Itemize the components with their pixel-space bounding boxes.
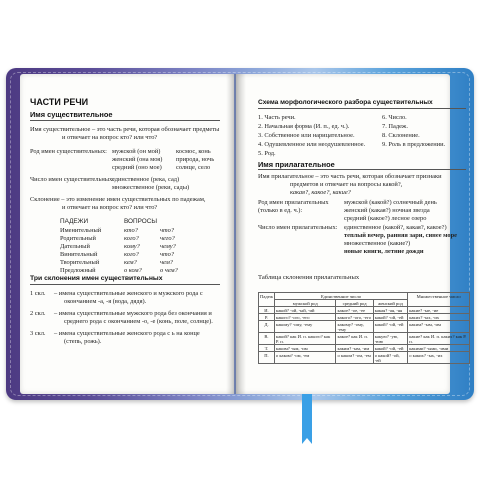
adj-number-label: Число имен прилагательных: [258, 224, 338, 231]
declension-text: окончанием -а, -я (вода, дядя). [64, 298, 147, 305]
table-cell: какими? -ыми, -ими [408, 345, 470, 352]
declension-definition: и отвечает на вопрос кто? или что? [62, 204, 158, 211]
adj-gender-label: Род имен прилагательных [258, 199, 329, 206]
table-cell: какие? как И. п. каких? как Р. п. [408, 333, 470, 345]
table-header-fem: женский род [373, 300, 408, 307]
section-declensions-heading: Три склонения имен существительных [30, 275, 163, 282]
morph-step: 5. Род. [258, 150, 276, 157]
case-question: чему? [160, 243, 176, 250]
table-cell: какой? -ой, -ый, -ий [274, 307, 336, 314]
case-name: Предложный [60, 267, 96, 274]
morph-scheme-title: Схема морфологического разбора существительных [258, 99, 433, 106]
section-noun-heading: Имя существительное [30, 110, 113, 119]
declension-text: – имена существительные женского рода с ь на конце [54, 330, 200, 337]
morph-step: 2. Начальная форма (И. п., ед. ч.). [258, 123, 350, 130]
table-header-singular: Единственное число [274, 293, 407, 300]
table-cell: каким? -ым, -им [408, 321, 470, 333]
case-question: что? [160, 227, 175, 234]
table-case-cell: П. [259, 352, 275, 364]
noun-definition-line: и отвечает на вопрос кто? или что? [62, 134, 158, 141]
adjective-definition: Имя прилагательное – это часть речи, которая обозначает признаки [258, 173, 442, 180]
adj-gender-row: мужской (какой?) солнечный день [344, 199, 437, 206]
table-cell: о какой? -ой, -ей [373, 352, 408, 364]
declension-number: 2 скл. [30, 310, 46, 317]
table-header-case: Падеж [259, 293, 275, 307]
table-cell: о каком? -ом, -ем [336, 352, 373, 364]
case-question: о чем? [160, 267, 178, 274]
morph-step: 7. Падеж. [382, 123, 408, 130]
adj-number-row: множественное (какие?) [344, 240, 411, 247]
gender-example: солнце, село [176, 164, 211, 171]
table-title: Таблица склонения прилагательных [258, 274, 360, 281]
table-header-masc: мужской род [274, 300, 336, 307]
table-row [259, 314, 470, 321]
case-question: чего? [160, 235, 175, 242]
adj-number-example: теплый вечер, ранняя зари, синее море [344, 232, 457, 239]
table-cell: какой? как И. п. какого? как Р. п. [274, 333, 336, 345]
declension-text: (степь, рожь). [64, 338, 102, 345]
case-question: кого? [124, 235, 139, 242]
table-cell: какой? -ой, -ей [373, 314, 408, 321]
gender-label: Род имен существительных: [30, 148, 107, 155]
case-name: Именительный [60, 227, 102, 234]
morph-step: 6. Число. [382, 114, 407, 121]
morph-step: 4. Одушевленное или неодушевленное. [258, 141, 366, 148]
adj-gender-label: (только в ед. ч.): [258, 207, 303, 214]
table-cell: какой? -ой, -ей [373, 345, 408, 352]
table-cell: какая? -ая, -яя [373, 307, 408, 314]
table-cell: какое? как И. п. [336, 333, 373, 345]
case-question: кем? [124, 259, 137, 266]
table-row [259, 307, 470, 314]
morph-step: 9. Роль в предложении. [382, 141, 446, 148]
table-cell: каким? -ым, -им [274, 345, 336, 352]
adj-number-row: единственное (какой?, какая?, какое?) [344, 224, 447, 231]
gender-row: мужской (он мой) [112, 148, 161, 155]
case-name: Родительный [60, 235, 96, 242]
table-cell: какого? -ого, -его [274, 314, 336, 321]
table-case-cell: В. [259, 333, 275, 345]
table-row [259, 345, 470, 352]
case-question: что? [160, 251, 175, 258]
table-cell: какому? -ому, -ему [336, 321, 373, 333]
table-row [259, 321, 470, 333]
bookmark-ribbon [302, 394, 312, 438]
table-header-plural: Множественное число [408, 293, 470, 307]
declension-text: – имена существительные мужского рода без окончания и [54, 310, 212, 317]
table-row [259, 333, 470, 345]
adj-number-example: новые книги, летние дожди [344, 248, 424, 255]
table-cell: какому? -ому, -ему [274, 321, 336, 333]
case-name: Дательный [60, 243, 90, 250]
morph-step: 1. Часть речи. [258, 114, 296, 121]
declension-number: 3 скл. [30, 330, 46, 337]
adjective-declension-table [258, 292, 470, 364]
table-case-cell: Р. [259, 314, 275, 321]
table-row [259, 352, 470, 364]
adjective-definition: предметов и отвечает на вопросы какой?, [290, 181, 403, 188]
table-cell: каким? -ым, -им [336, 345, 373, 352]
declension-text: среднего рода с окончанием -о, -е (конь, поле, солнце). [64, 318, 213, 325]
section-adjective-heading: Имя прилагательное [258, 160, 335, 169]
divider [258, 108, 466, 109]
table-case-cell: Т. [259, 345, 275, 352]
table-case-cell: И. [259, 307, 275, 314]
gender-row: средний (оно мое) [112, 164, 162, 171]
adj-gender-row: средний (какое?) лесное озеро [344, 215, 427, 222]
adj-gender-row: женский (какая?) ночная звезда [344, 207, 430, 214]
declension-number: 1 скл. [30, 290, 46, 297]
divider [258, 169, 466, 170]
case-name: Винительный [60, 251, 98, 258]
number-row: множественное (реки, сады) [112, 184, 190, 191]
table-cell: о каких? -ых, -их [408, 352, 470, 364]
divider [30, 284, 220, 285]
gender-row: женский (она моя) [112, 156, 163, 163]
table-case-cell: Д. [259, 321, 275, 333]
spine-shadow [226, 74, 246, 394]
table-cell: какого? -ого, -его [336, 314, 373, 321]
case-question: чем? [160, 259, 173, 266]
declension-definition: Склонение – это изменение имен существительных по падежам, [30, 196, 206, 203]
morph-step: 3. Собственное или нарицательное. [258, 132, 355, 139]
table-cell: каких? -ых, -их [408, 314, 470, 321]
case-question: о ком? [124, 267, 142, 274]
table-header-neut: средний род [336, 300, 373, 307]
gender-example: природа, ночь [176, 156, 215, 163]
left-page-title: ЧАСТИ РЕЧИ [30, 97, 89, 107]
morph-step: 8. Склонение. [382, 132, 420, 139]
table-cell: о каком? -ом, -ем [274, 352, 336, 364]
noun-definition-line: Имя существительное – это часть речи, которая обозначает предметы [30, 126, 220, 133]
case-question: кто? [124, 227, 138, 234]
number-row: единственное (река, сад) [112, 176, 180, 183]
gender-example: космос, конь [176, 148, 211, 155]
cases-header: ПАДЕЖИ [60, 218, 89, 225]
divider [30, 120, 220, 121]
table-cell: какой? -ой, -ей [373, 321, 408, 333]
adjective-definition: какая?, какое?, какие? [290, 189, 351, 196]
case-question: кому? [124, 243, 140, 250]
table-cell: какую? -ую, -юю [373, 333, 408, 345]
number-label: Число имен существительных: [30, 176, 115, 183]
table-cell: какие? -ые, -ие [408, 307, 470, 314]
table-cell: какое? -ое, -ее [336, 307, 373, 314]
case-question: кого? [124, 251, 139, 258]
declension-text: – имена существительные женского и мужского рода с [54, 290, 203, 297]
case-name: Творительный [60, 259, 100, 266]
questions-header: ВОПРОСЫ [124, 218, 157, 225]
